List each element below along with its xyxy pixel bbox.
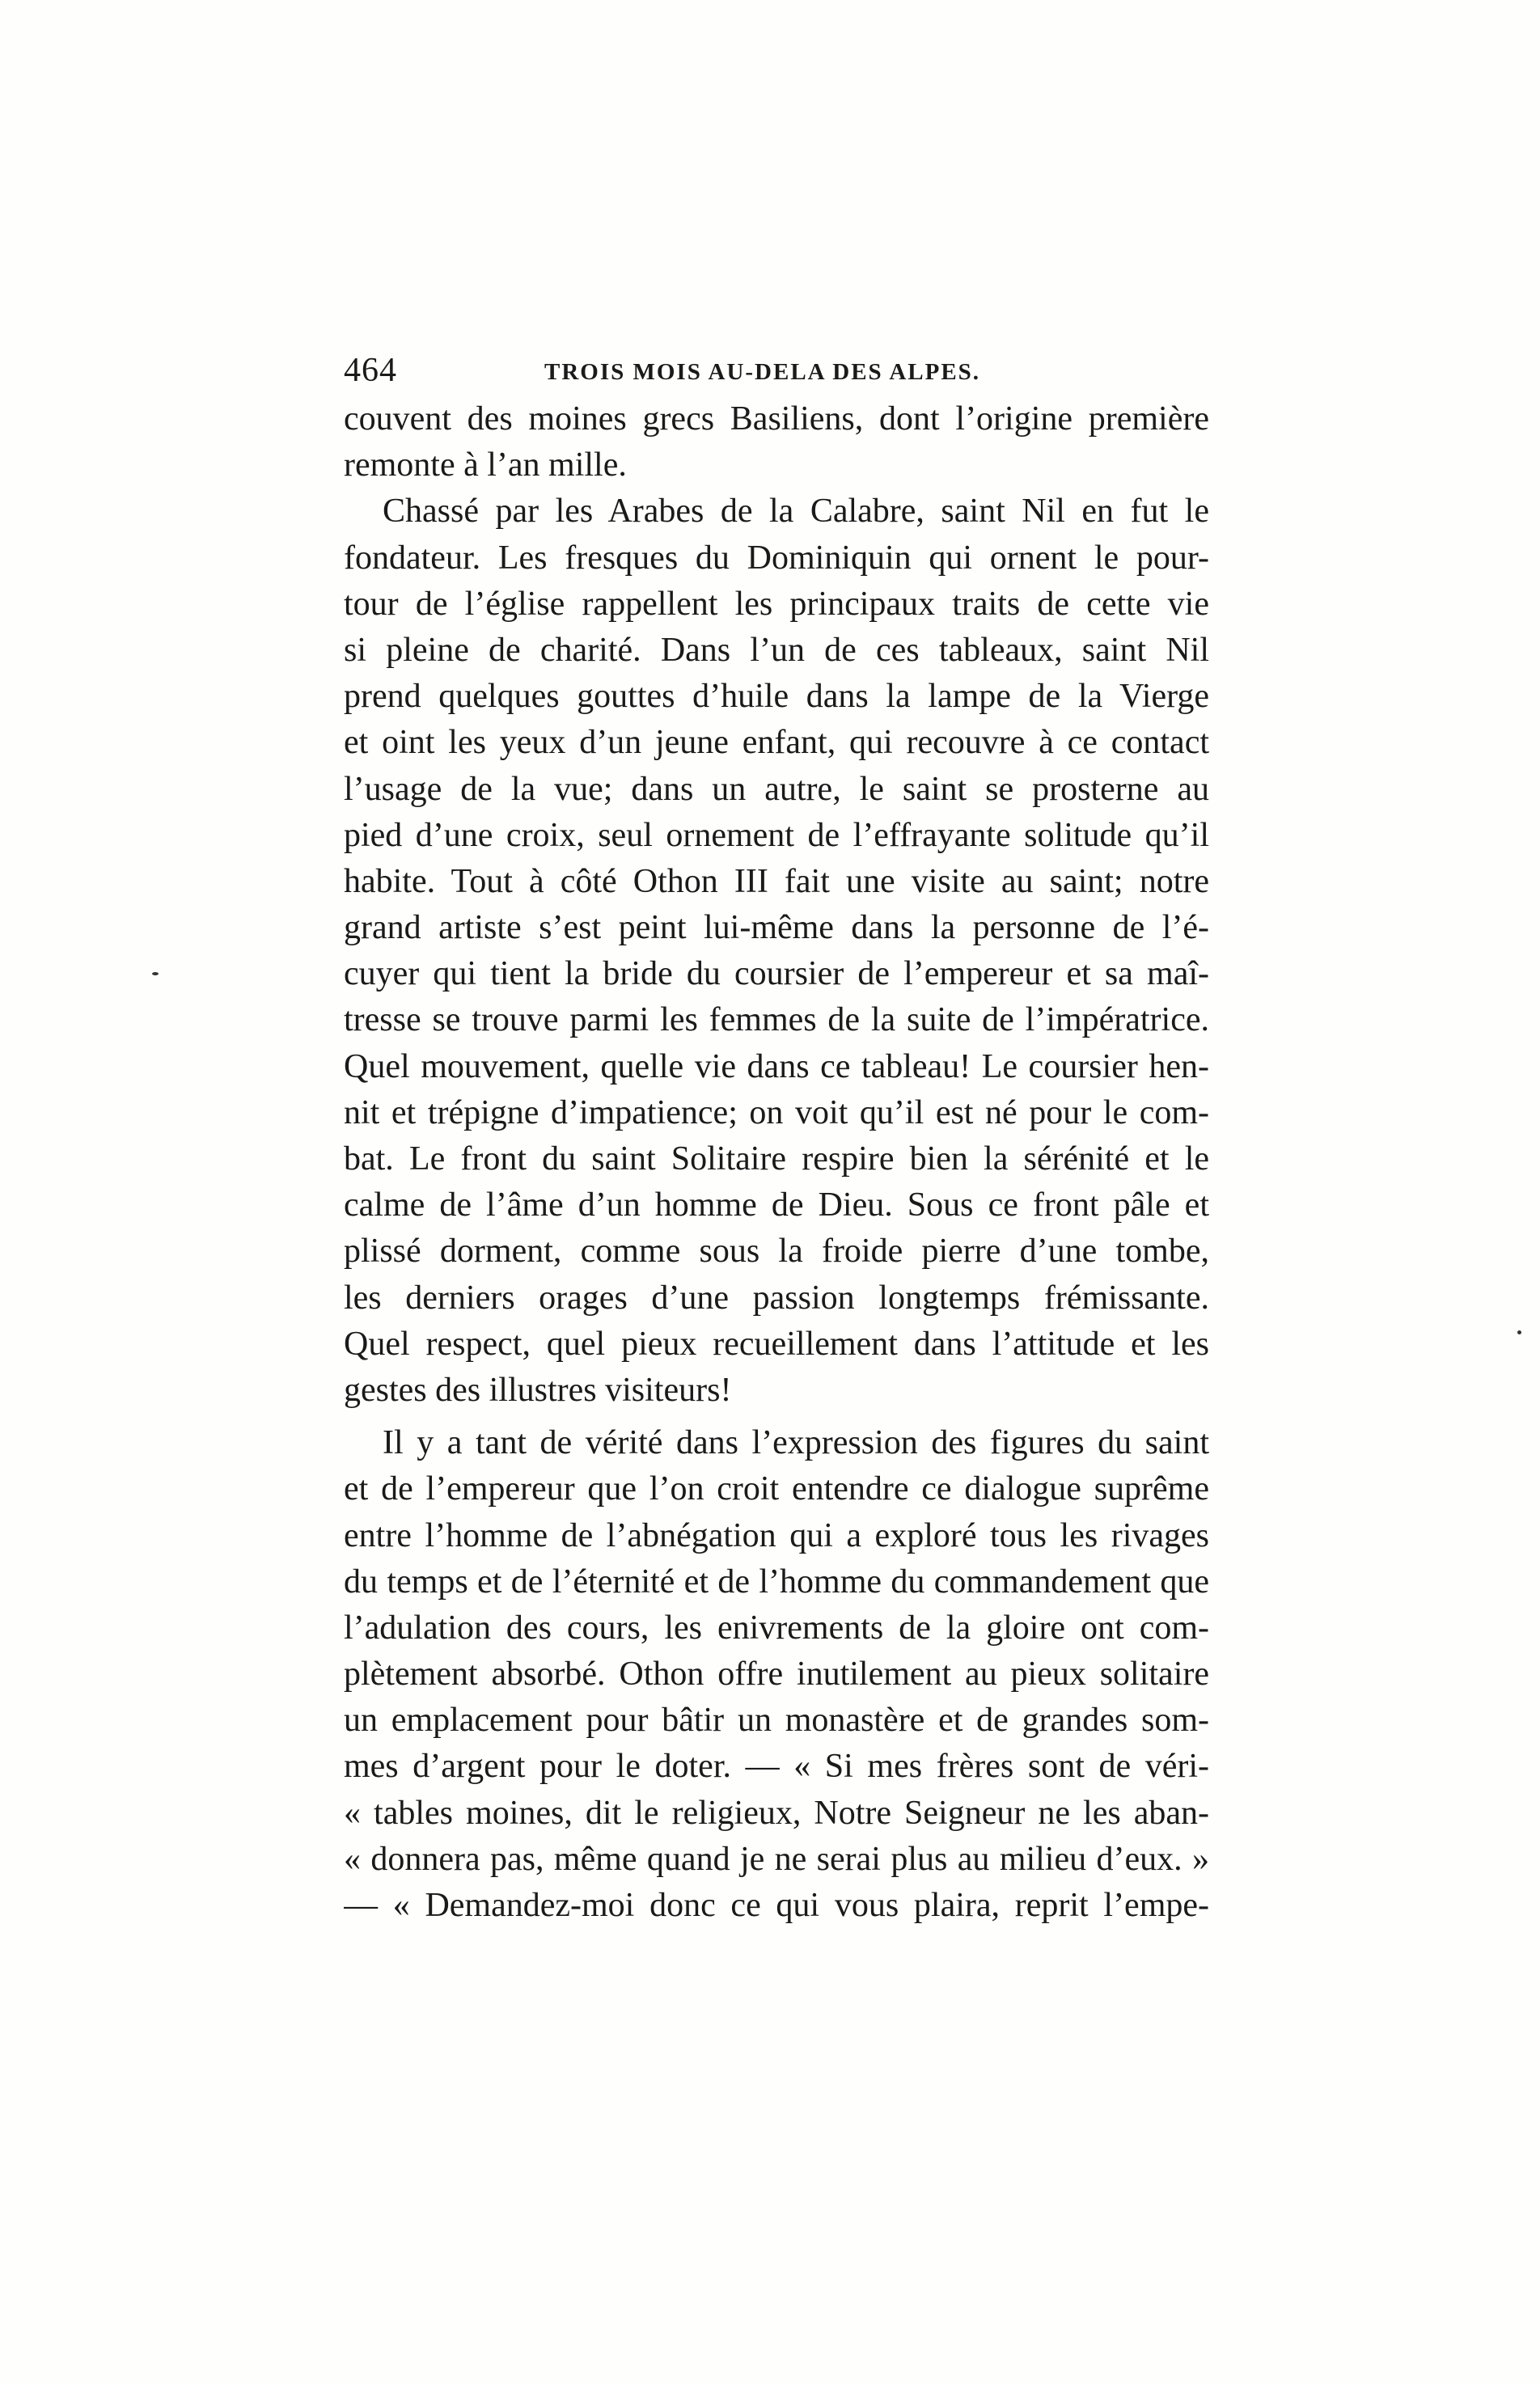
text-line: du temps et de l’éternité et de l’homme du commandement que: [344, 1563, 1209, 1601]
text-line: Il y a tant de vérité dans l’expression des figures du saint: [383, 1424, 1209, 1462]
text-line: et de l’empereur que l’on croit entendre ce dialogue suprême: [344, 1470, 1209, 1508]
text-line: un emplacement pour bâtir un monastère et de grandes som-: [344, 1702, 1209, 1740]
text-line: entre l’homme de l’abnégation qui a exploré tous les rivages: [344, 1516, 1209, 1554]
text-line: plissé dorment, comme sous la froide pierre d’une tombe,: [344, 1233, 1209, 1271]
text-line: prend quelques gouttes d’huile dans la lampe de la Vierge: [344, 678, 1209, 716]
text-line: fondateur. Les fresques du Dominiquin qui ornent le pour-: [344, 539, 1209, 577]
text-line: Quel mouvement, quelle vie dans ce tableau! Le coursier hen-: [344, 1047, 1209, 1085]
text-line: gestes des illustres visiteurs!: [344, 1371, 732, 1409]
text-line: mes d’argent pour le doter. — « Si mes frères sont de véri-: [344, 1748, 1209, 1786]
text-line: l’usage de la vue; dans un autre, le saint se prosterne au: [344, 770, 1209, 808]
text-line: nit et trépigne d’impatience; on voit qu’il est né pour le com-: [344, 1093, 1209, 1131]
text-line: tresse se trouve parmi les femmes de la suite de l’impératrice.: [344, 1001, 1209, 1039]
text-line: — « Demandez-moi donc ce qui vous plaira, reprit l’empe-: [344, 1887, 1209, 1924]
text-line: calme de l’âme d’un homme de Dieu. Sous ce front pâle et: [344, 1186, 1209, 1224]
text-line: si pleine de charité. Dans l’un de ces tableaux, saint Nil: [344, 631, 1209, 669]
text-line: et oint les yeux d’un jeune enfant, qui recouvre à ce contact: [344, 724, 1209, 762]
text-line: grand artiste s’est peint lui-même dans la personne de l’é-: [344, 909, 1209, 947]
body-text: [344, 396, 1209, 1929]
running-title: TROIS MOIS AU-DELA DES ALPES.: [544, 359, 981, 385]
running-head: [344, 346, 1209, 395]
text-line: remonte à l’an mille.: [344, 446, 627, 484]
text-line: l’adulation des cours, les enivrements de la gloire ont com-: [344, 1609, 1209, 1647]
text-line: habite. Tout à côté Othon III fait une visite au saint; notre: [344, 862, 1209, 900]
text-line: les derniers orages d’une passion longtemps frémissante.: [344, 1279, 1209, 1317]
text-line: cuyer qui tient la bride du coursier de l’empereur et sa maî-: [344, 955, 1209, 993]
text-line: tour de l’église rappellent les principaux traits de cette vie: [344, 585, 1209, 623]
text-line: bat. Le front du saint Solitaire respire bien la sérénité et le: [344, 1140, 1209, 1178]
margin-speck: [1517, 1330, 1521, 1334]
text-line: « donnera pas, même quand je ne serai plus au milieu d’eux. »: [344, 1840, 1209, 1878]
text-line: « tables moines, dit le religieux, Notre Seigneur ne les aban-: [344, 1794, 1209, 1832]
margin-speck: [152, 972, 159, 975]
text-line: Quel respect, quel pieux recueillement dans l’attitude et les: [344, 1325, 1209, 1363]
text-line: Chassé par les Arabes de la Calabre, saint Nil en fut le: [383, 493, 1209, 531]
text-line: plètement absorbé. Othon offre inutilement au pieux solitaire: [344, 1656, 1209, 1694]
text-line: couvent des moines grecs Basiliens, dont l’origine première: [344, 400, 1209, 438]
text-line: pied d’une croix, seul ornement de l’effrayante solitude qu’il: [344, 816, 1209, 854]
page-number: 464: [344, 352, 397, 389]
